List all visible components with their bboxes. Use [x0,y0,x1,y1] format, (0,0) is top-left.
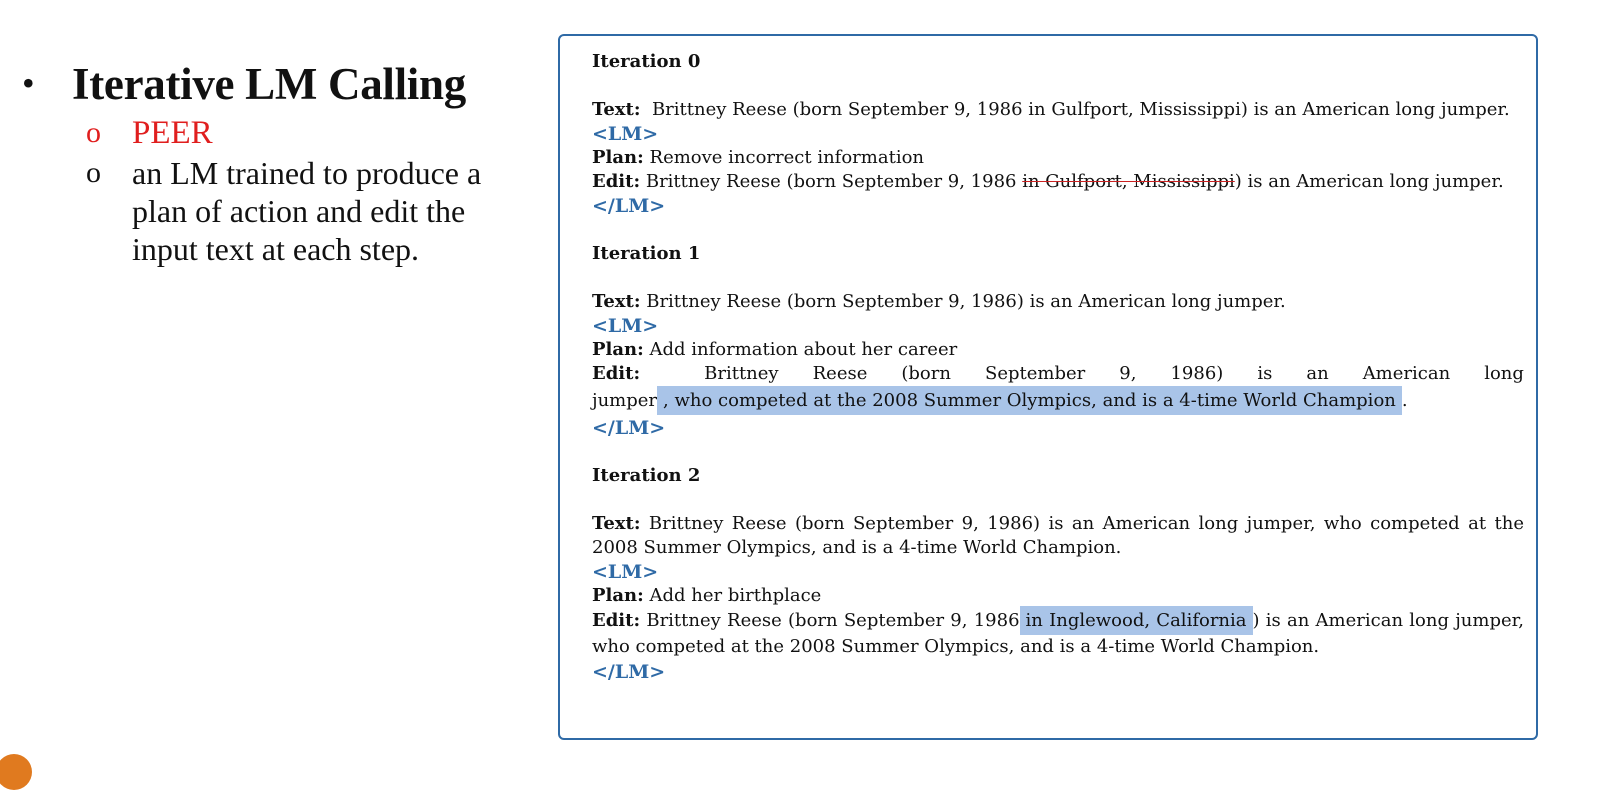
lm-close-tag: </LM> [592,195,666,217]
iteration-0-edit-before: Brittney Reese (born September 9, 1986 [645,171,1023,192]
edit-label: Edit: [592,363,641,384]
iteration-2-title: Iteration 2 [592,465,701,486]
lm-open-tag: <LM> [592,123,659,145]
edit-word: an [1306,363,1329,384]
iteration-1-edit-before: jumper [592,390,658,411]
peer-iteration-figure [558,34,1538,740]
plan-label: Plan: [592,339,644,360]
edit-word: September [985,363,1086,384]
edit-word: long [1484,363,1524,384]
iteration-1-plan-value: Add information about her career [649,339,958,360]
iteration-1-text [592,290,1524,314]
edit-label: Edit: [592,610,641,631]
circle-bullet-icon: o [86,156,101,189]
iteration-0-plan [592,146,1524,170]
iteration-1-edit-line2 [592,386,1524,416]
iteration-2-text [592,512,1524,560]
university-logo-icon [0,752,34,792]
edit-word: 1986) [1170,363,1224,384]
iteration-1-edit-line1 [592,362,1524,386]
text-label: Text: [592,99,641,120]
iteration-0-title: Iteration 0 [592,51,701,72]
iteration-2-plan-value: Add her birthplace [649,585,822,606]
edit-label: Edit: [592,171,641,192]
text-label: Text: [592,291,641,312]
iteration-2-edit-after: ) is an American long jumper, who competed at the 2008 Summer Olympics, and is a 4-time World Champion. [592,610,1524,657]
iteration-0-edit-after: ) is an American long jumper. [1234,171,1504,192]
edit-word: 9, [1119,363,1137,384]
main-bullet [22,58,542,110]
edit-word: Reese [812,363,868,384]
edit-word: Brittney [704,363,779,384]
plan-label: Plan: [592,147,644,168]
iteration-0-edit [592,170,1524,194]
iteration-2-plan [592,584,1524,608]
text-label: Text: [592,513,641,534]
iteration-0-text [592,98,1524,122]
iteration-1-text-value: Brittney Reese (born September 9, 1986) is an American long jumper. [646,291,1286,312]
sub-bullet-description-text: an LM trained to produce a plan of action and edit the input text at each step. [132,155,482,267]
figure-content [592,50,1524,684]
iteration-2-edit [592,608,1524,660]
edit-word: (born [901,363,951,384]
iteration-2-text-value: Brittney Reese (born September 9, 1986) is an American long jumper, who competed at the 2008 Summer Olympics, and is a 4-time World Champion. [592,513,1524,558]
circle-bullet-icon: o [86,116,101,149]
lm-open-tag: <LM> [592,315,659,337]
sub-bullet-peer [22,114,542,152]
iteration-2-edit-before: Brittney Reese (born September 9, 1986 [646,610,1020,631]
sub-bullet-description [22,154,542,268]
slide-heading: Iterative LM Calling [72,59,466,109]
bullet-icon: • [22,63,35,103]
iteration-2-edit-inserted: in Inglewood, California [1020,606,1253,635]
slide-bullets [22,58,542,268]
lm-open-tag: <LM> [592,561,659,583]
sub-bullet-peer-text: PEER [132,115,213,151]
iteration-0-plan-value: Remove incorrect information [649,147,925,168]
iteration-0-text-value: Brittney Reese (born September 9, 1986 in Gulfport, Mississippi) is an American long jumper. [651,99,1510,120]
edit-word: is [1257,363,1273,384]
edit-word: American [1362,363,1451,384]
plan-label: Plan: [592,585,644,606]
lm-close-tag: </LM> [592,417,666,439]
iteration-0-edit-deleted: in Gulfport, Mississippi [1022,171,1235,192]
iteration-1-edit-inserted: , who competed at the 2008 Summer Olympics, and is a 4-time World Champion [657,386,1402,415]
iteration-1-edit-after: . [1401,390,1408,411]
iteration-1-title: Iteration 1 [592,243,701,264]
iteration-1-plan [592,338,1524,362]
lm-close-tag: </LM> [592,661,666,683]
